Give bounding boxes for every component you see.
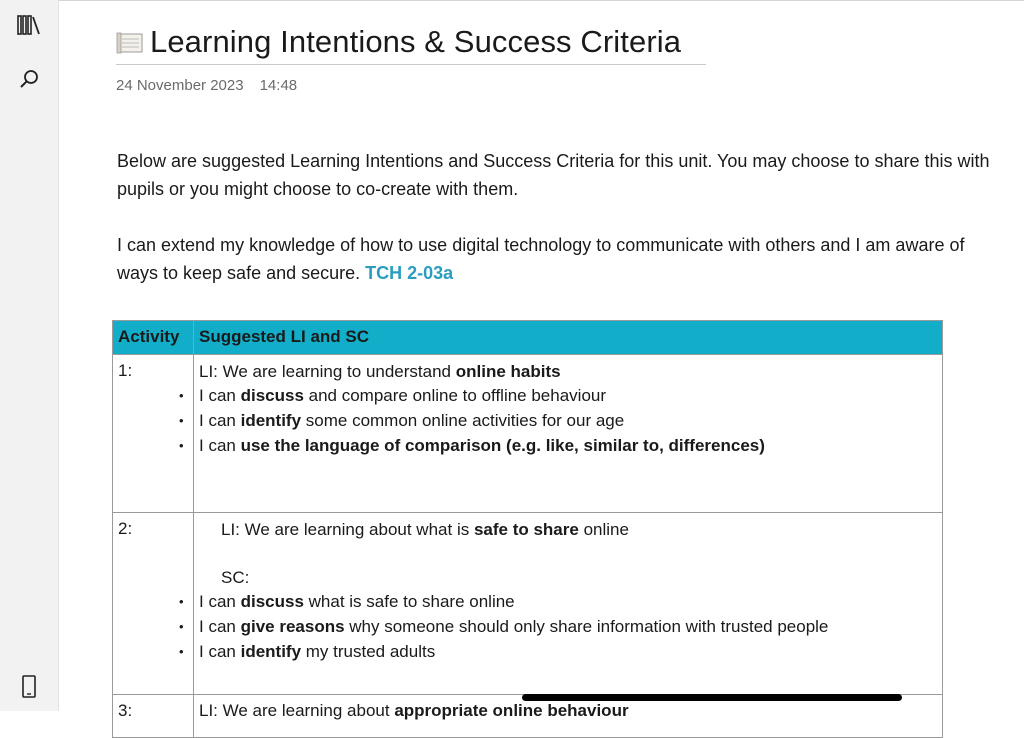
li-bold-text: online habits xyxy=(455,362,561,381)
criteria-text: I can xyxy=(199,436,241,455)
list-item xyxy=(199,589,937,614)
list-item xyxy=(199,614,937,639)
learning-intention xyxy=(199,519,937,541)
page-date: 24 November 2023 xyxy=(116,77,244,94)
li-text: LI: We are learning to understand xyxy=(199,362,456,381)
criteria-text: I can xyxy=(199,642,241,661)
column-header-suggested: Suggested LI and SC xyxy=(194,321,943,355)
criteria-bold: use the language of comparison (e.g. like, similar to, differences) xyxy=(240,436,765,455)
activity-cell[interactable]: 2: xyxy=(113,513,194,695)
device-icon[interactable] xyxy=(14,672,44,702)
outcome-text: I can extend my knowledge of how to use digital technology to communicate with others and I am aware of ways to keep safe and secure. xyxy=(117,235,965,283)
list-item xyxy=(199,383,937,408)
list-item xyxy=(199,408,937,433)
criteria-text: why someone should only share information with trusted people xyxy=(344,617,829,636)
table-row xyxy=(113,355,943,513)
li-bold-text: safe to share xyxy=(473,520,579,539)
table-row xyxy=(113,513,943,695)
library-icon[interactable] xyxy=(14,10,44,40)
criteria-text: and compare online to offline behaviour xyxy=(303,386,607,405)
home-indicator[interactable] xyxy=(522,694,902,701)
activity-cell[interactable]: 3: xyxy=(113,695,194,738)
criteria-bold: discuss xyxy=(240,592,304,611)
page-timestamp xyxy=(116,77,297,94)
criteria-bold: identify xyxy=(240,411,302,430)
column-header-activity: Activity xyxy=(113,321,194,355)
note-content xyxy=(58,0,1024,720)
sidebar xyxy=(0,0,59,711)
criteria-text: I can xyxy=(199,592,241,611)
notebook-page-icon xyxy=(116,29,144,55)
outcome-paragraph[interactable] xyxy=(117,231,1007,287)
learning-intention xyxy=(199,701,937,721)
outcome-code-link[interactable]: TCH 2-03a xyxy=(365,263,454,283)
page-title[interactable]: Learning Intentions & Success Criteria xyxy=(150,24,682,59)
li-sc-table xyxy=(112,320,943,738)
li-text: LI: We are learning about xyxy=(199,701,395,720)
criteria-text: I can xyxy=(199,411,241,430)
activity-cell[interactable]: 1: xyxy=(113,355,194,513)
criteria-text: I can xyxy=(199,617,241,636)
criteria-bold: give reasons xyxy=(240,617,345,636)
page-time: 14:48 xyxy=(259,77,298,94)
li-sc-cell[interactable] xyxy=(194,513,943,695)
li-text: online xyxy=(578,520,629,539)
sc-label: SC: xyxy=(221,568,250,587)
criteria-text: some common online activities for our age xyxy=(301,411,625,430)
li-sc-cell[interactable] xyxy=(194,355,943,513)
success-criteria-list xyxy=(199,383,937,458)
li-text: LI: We are learning about what is xyxy=(221,520,474,539)
learning-intention xyxy=(199,361,937,383)
li-bold-text: appropriate online behaviour xyxy=(394,701,629,720)
criteria-bold: identify xyxy=(240,642,302,661)
intro-paragraph[interactable]: Below are suggested Learning Intentions and Success Criteria for this unit. You may choose to share this with pupils or you might choose to co-create with them. xyxy=(117,151,990,199)
list-item xyxy=(199,433,937,458)
list-item xyxy=(199,639,937,664)
criteria-bold: discuss xyxy=(240,386,304,405)
table-header-row xyxy=(113,321,943,355)
criteria-text: I can xyxy=(199,386,241,405)
search-icon[interactable] xyxy=(14,64,44,94)
title-block xyxy=(116,24,706,65)
success-criteria-list xyxy=(199,589,937,664)
criteria-text: my trusted adults xyxy=(301,642,436,661)
criteria-text: what is safe to share online xyxy=(303,592,515,611)
